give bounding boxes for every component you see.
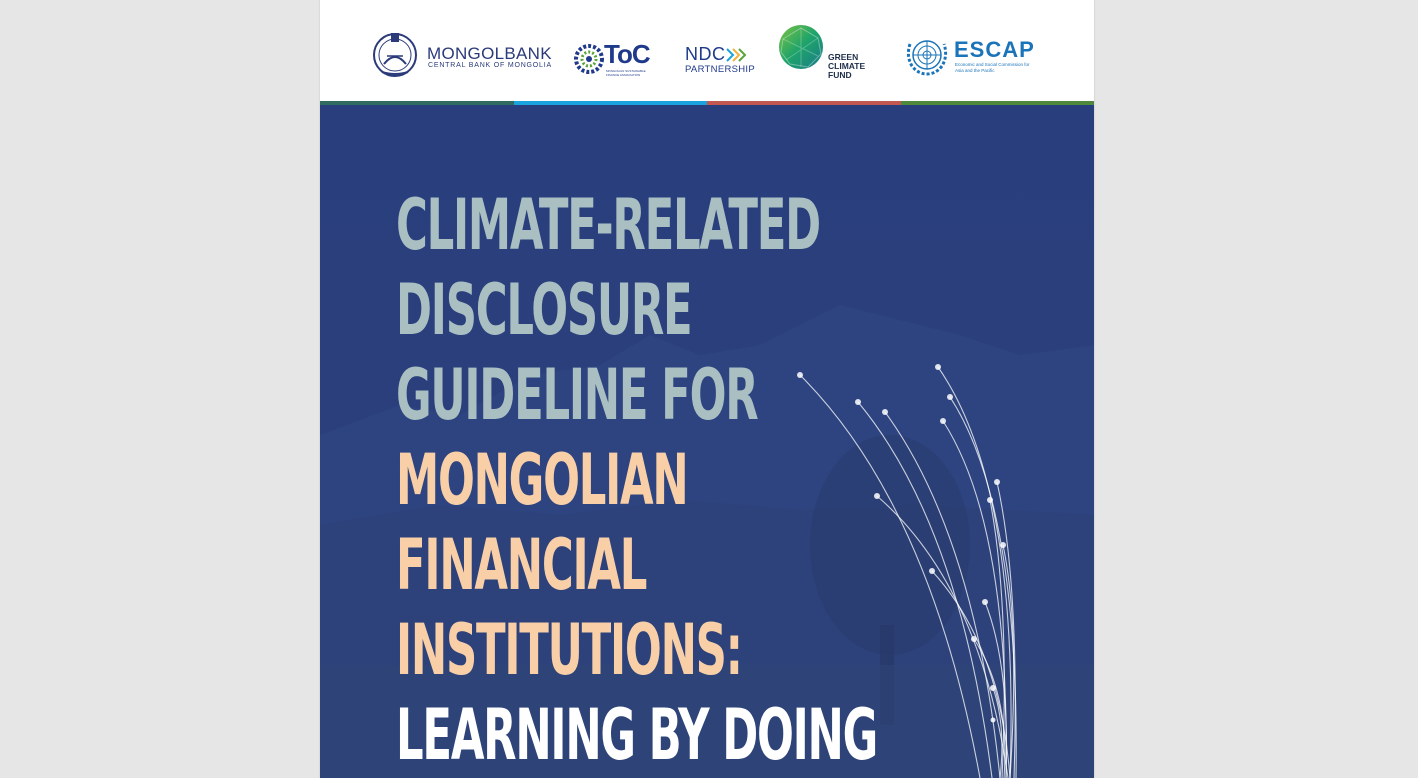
ndc-partnership-logo bbox=[685, 44, 755, 76]
gcf-line-2: CLIMATE bbox=[828, 61, 866, 71]
toc-name: ToC bbox=[604, 39, 650, 69]
title-line-3: GUIDELINE FOR bbox=[396, 354, 758, 436]
ndc-name: NDC bbox=[685, 44, 726, 64]
mongolbank-logo bbox=[372, 30, 552, 80]
green-climate-fund-logo bbox=[778, 24, 870, 82]
title-line-1: CLIMATE-RELATED bbox=[396, 184, 820, 266]
toc-subtitle: MONGOLIAN SUSTAINABLE FINANCE ASSOCIATION bbox=[606, 69, 646, 77]
title-line-7: LEARNING BY DOING bbox=[396, 694, 878, 776]
cover-background bbox=[320, 105, 1094, 778]
mongolbank-emblem-icon bbox=[372, 30, 418, 78]
title-line-4: MONGOLIAN bbox=[396, 439, 688, 521]
ndc-chevrons-icon bbox=[725, 48, 747, 62]
gcf-line-1: GREEN bbox=[828, 52, 859, 62]
escap-subtitle: Economic and Social Commission for Asia and the Pacific bbox=[955, 62, 1030, 73]
title-line-6: INSTITUTIONS: bbox=[396, 609, 742, 691]
un-emblem-icon bbox=[904, 34, 950, 76]
gcf-globe-icon bbox=[778, 24, 826, 72]
title-line-2: DISCLOSURE bbox=[396, 269, 692, 351]
mongolbank-subtitle: CENTRAL BANK OF MONGOLIA bbox=[428, 62, 552, 69]
escap-logo bbox=[904, 34, 1040, 78]
escap-name: ESCAP bbox=[954, 37, 1035, 62]
mongolbank-name: MONGOLBANK bbox=[427, 44, 552, 63]
title-line-5: FINANCIAL bbox=[396, 524, 647, 606]
gcf-line-3: FUND bbox=[828, 70, 852, 80]
partner-logo-bar bbox=[320, 0, 1094, 101]
ndc-partnership-text: PARTNERSHIP bbox=[685, 64, 755, 75]
toc-flower-icon bbox=[572, 42, 606, 76]
report-cover-page bbox=[320, 0, 1094, 778]
report-title bbox=[396, 183, 877, 778]
toc-logo bbox=[572, 39, 654, 78]
